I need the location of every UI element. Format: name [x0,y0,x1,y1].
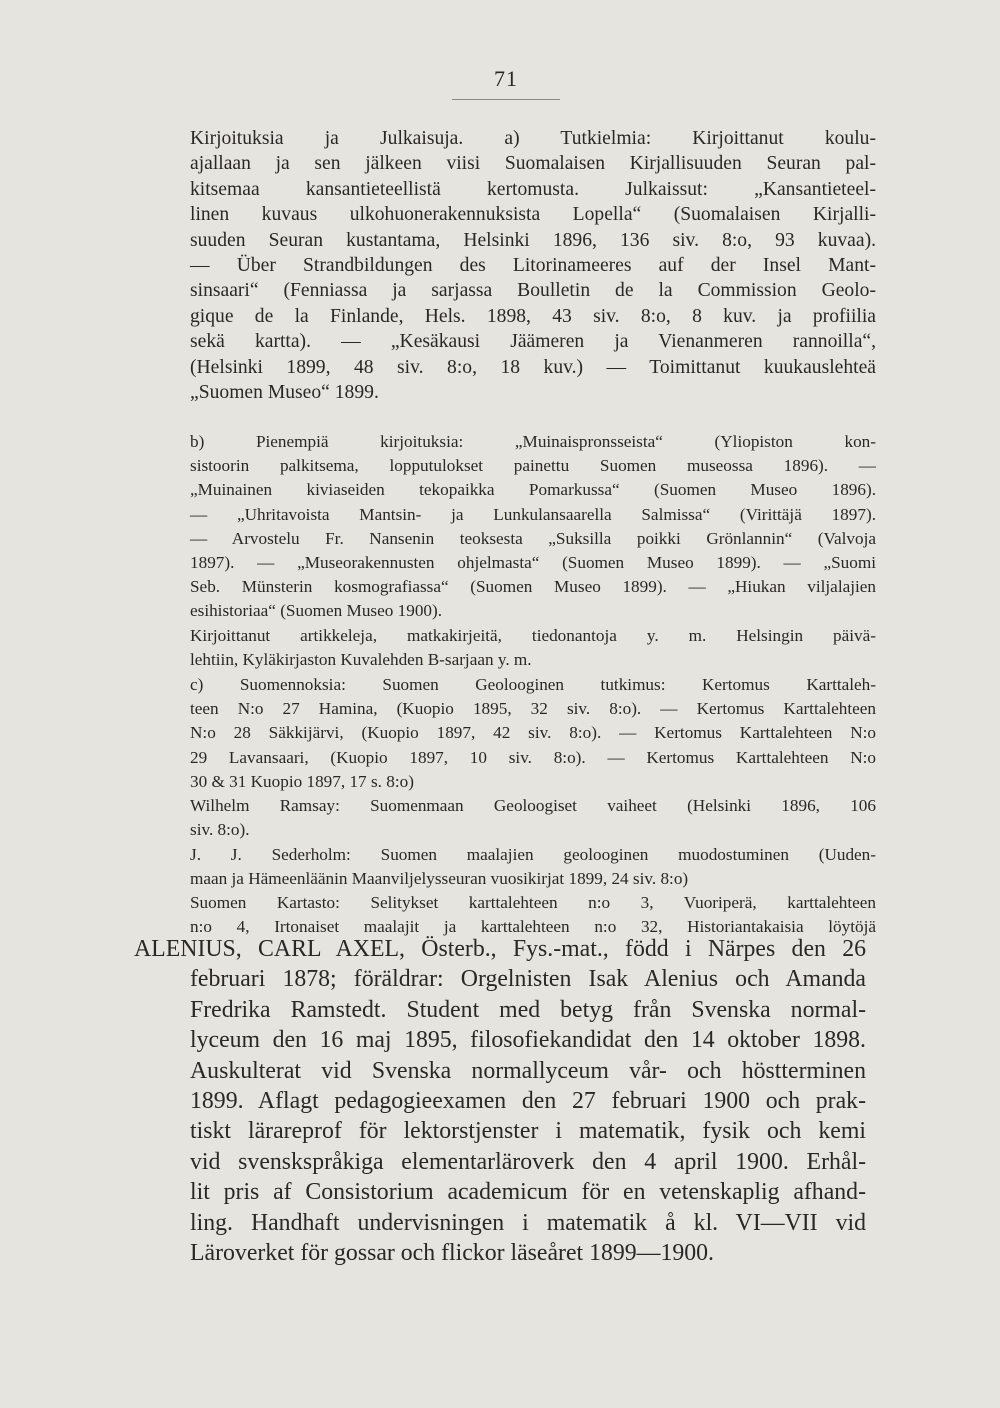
text-line: — Arvostelu Fr. Nansenin teoksesta „Suksilla poikki Grönlannin“ (Valvoja [190,528,876,548]
text-line: ling. Handhaft undervisningen i matematik å kl. VI—VII vid [190,1209,866,1236]
text-line: sistoorin palkitsema, lopputulokset painettu Suomen museossa 1896). — [190,456,876,476]
text-line: 30 & 31 Kuopio 1897, 17 s. 8:o) [190,771,414,791]
text-line: Auskulterat vid Svenska normallyceum vår- och höstterminen [190,1057,866,1084]
text-line: esihistoriaa“ (Suomen Museo 1900). [190,601,443,621]
text-line: Suomen Kartasto: Selitykset karttalehteen n:o 3, Vuoriperä, karttalehteen [190,893,876,912]
text-line: — „Uhritavoista Mantsin- ja Lunkulansaarella Salmissa“ (Virittäjä 1897). [190,504,876,524]
text-line: lit pris af Consistorium academicum för en vetenskaplig afhand- [190,1179,866,1206]
text-line: (Helsinki 1899, 48 siv. 8:o, 18 kuv.) — Toimittanut kuukauslehteä [190,356,876,378]
text-line: 1897). — „Museorakennusten ohjelmasta“ (Suomen Museo 1899). — „Suomi [190,553,876,573]
text-line: „Suomen Museo“ 1899. [190,382,379,404]
text-line: linen kuvaus ulkohuonerakennuksista Lopella“ (Suomalaisen Kirjalli- [190,204,876,226]
minor-writings-paragraph [190,430,876,624]
text-line: 1899. Aflagt pedagogieexamen den 27 februari 1900 och prak- [190,1088,866,1115]
text-line: Kirjoittanut artikkeleja, matkakirjeitä, tiedonantoja y. m. Helsingin päivä- [190,626,876,645]
text-line: Kirjoituksia ja Julkaisuja. a) Tutkielmia: Kirjoittanut koulu- [190,128,876,149]
text-line: ajallaan ja sen jälkeen viisi Suomalaisen Kirjallisuuden Seuran pal- [190,153,876,175]
text-line: siv. 8:o). [190,820,250,840]
text-line: sekä kartta). — „Kesäkausi Jäämeren ja Vienanmeren rannoilla“, [190,331,876,353]
text-line: 29 Lavansaari, (Kuopio 1897, 10 siv. 8:o). — Kertomus Karttalehteen N:o [190,747,876,767]
text-line: gique de la Finlande, Hels. 1898, 43 siv. 8:o, 8 kuv. ja profiilia [190,305,876,327]
text-line: J. J. Sederholm: Suomen maalajien geolooginen muodostuminen (Uuden- [190,845,876,864]
works-paragraph [190,126,876,405]
text-line: maan ja Hämeenläänin Maanviljelysseuran vuosikirjat 1899, 24 siv. 8:o) [190,869,689,889]
text-line: lyceum den 16 maj 1895, filosofiekandidat den 14 oktober 1898. [190,1027,866,1054]
articles-paragraph [190,624,876,672]
text-line: c) Suomennoksia: Suomen Geolooginen tutkimus: Kertomus Karttaleh- [190,675,876,694]
text-line: kitsemaa kansantieteellistä kertomusta. Julkaissut: „Kansantieteel- [190,178,876,200]
translations-paragraph [190,673,876,794]
text-line: tiskt lärareprof för lektorstjenster i matematik, fysik och kemi [190,1118,866,1145]
text-line: b) Pienempiä kirjoituksia: „Muinaispronsseista“ (Yliopiston kon- [190,432,876,451]
text-line: — Über Strandbildungen des Litorinameeres auf der Insel Mant- [190,255,876,277]
text-line: Fredrika Ramstedt. Student med betyg från Svenska normal- [190,996,866,1023]
text-line: teen N:o 27 Hamina, (Kuopio 1895, 32 siv. 8:o). — Kertomus Karttalehteen [190,699,876,719]
text-line: Läroverket för gossar och flickor läseåret 1899—1900. [190,1240,715,1267]
alenius-entry [134,934,866,1268]
text-line: suuden Seuran kustantama, Helsinki 1896, 136 siv. 8:o, 93 kuvaa). [190,229,876,251]
page-number: 71 [494,66,518,91]
kartasto-paragraph [190,891,876,939]
text-line: „Muinainen kiviaseiden tekopaikka Pomarkussa“ (Suomen Museo 1896). [190,480,876,500]
text-line: vid svenskspråkiga elementarläroverk den 4 april 1900. Erhål- [190,1148,866,1175]
text-line: Seb. Münsterin kosmografiassa“ (Suomen Museo 1899). — „Hiukan viljalajien [190,577,876,597]
text-line: n:o 4, Irtonaiset maalajit ja karttalehteen n:o 32, Historiantakaisia löytöjä [190,917,876,937]
text-line: lehtiin, Kyläkirjaston Kuvalehden B-sarjaan y. m. [190,650,532,670]
ramsay-paragraph [190,794,876,842]
header-rule [452,99,560,100]
text-line: februari 1878; föräldrar: Orgelnisten Isak Alenius och Amanda [190,966,866,993]
sederholm-paragraph [190,843,876,891]
text-line: Wilhelm Ramsay: Suomenmaan Geoloogiset vaiheet (Helsinki 1896, 106 [190,796,876,815]
text-line: sinsaari“ (Fenniassa ja sarjassa Boulletin de la Commission Geolo- [190,280,876,302]
text-line: N:o 28 Säkkijärvi, (Kuopio 1897, 42 siv. 8:o). — Kertomus Karttalehteen N:o [190,723,876,743]
entry-heading-line: ALENIUS, CARL AXEL, Österb., Fys.-mat., född i Närpes den 26 [134,936,866,962]
